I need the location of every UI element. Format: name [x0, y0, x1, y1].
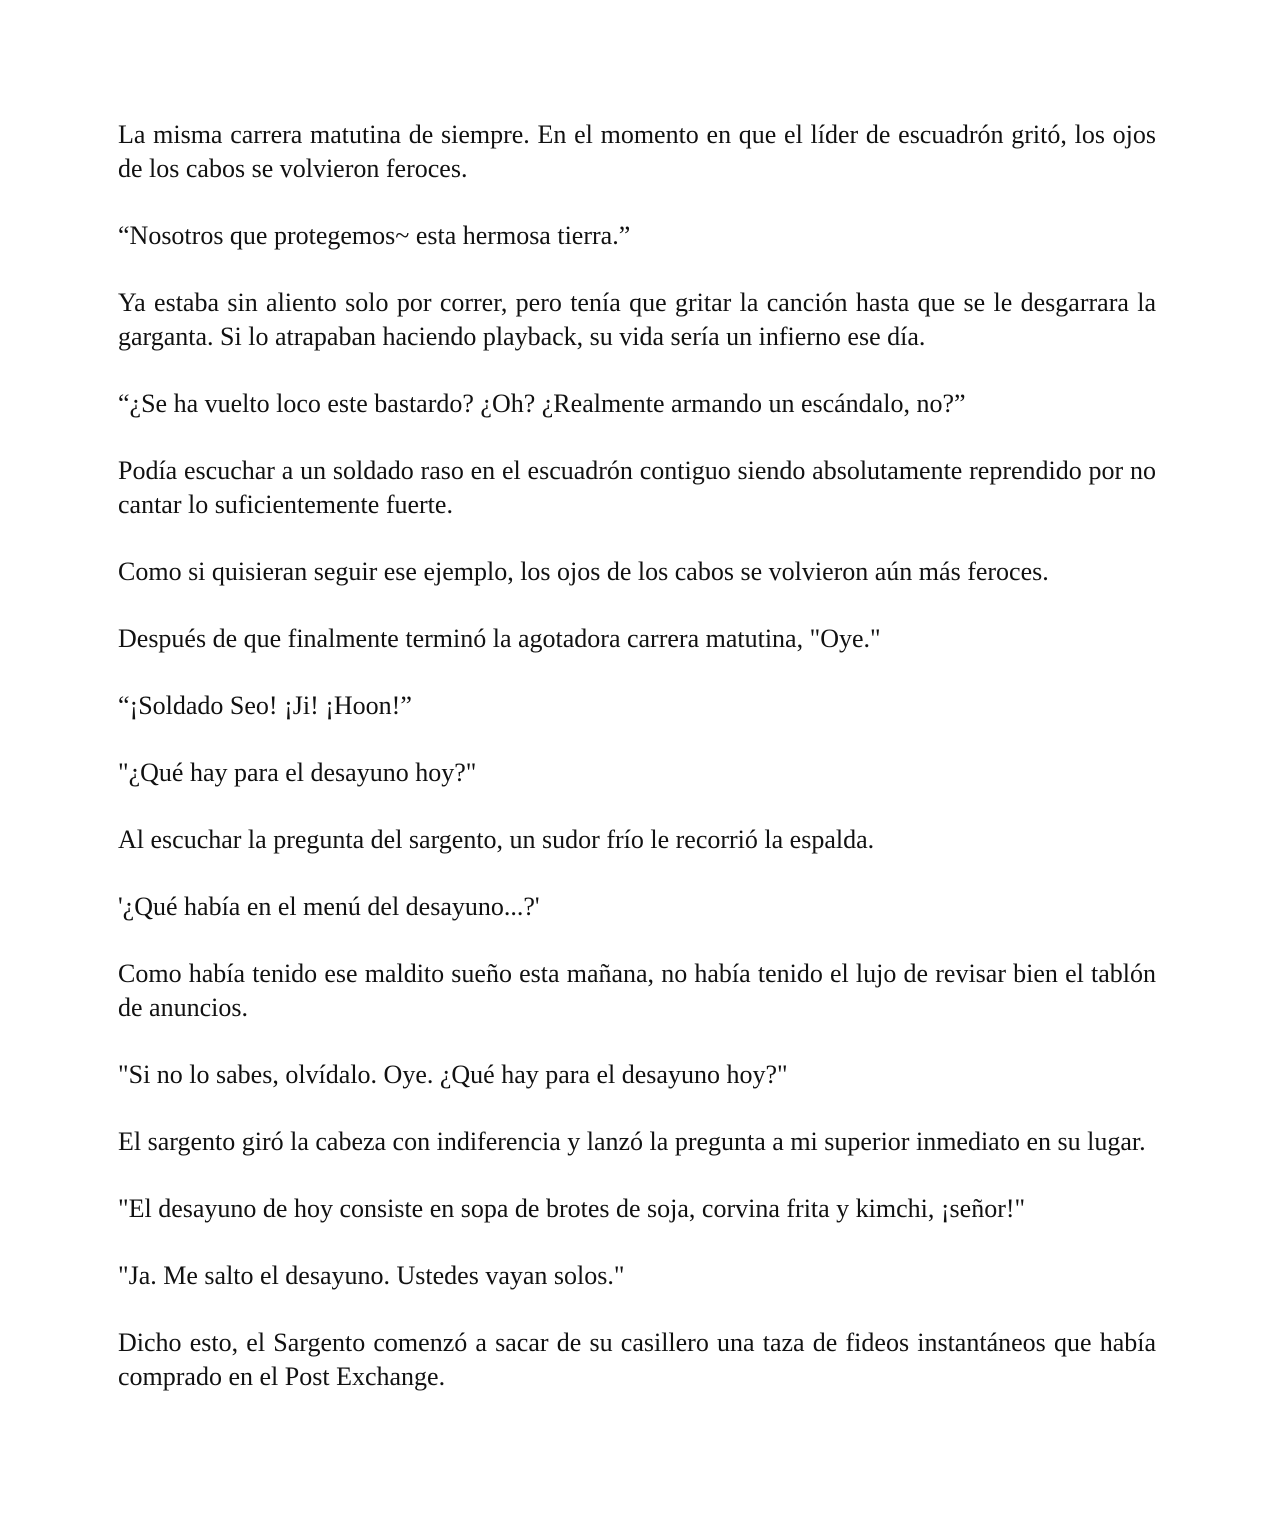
paragraph-2: “Nosotros que protegemos~ esta hermosa tierra.”	[118, 221, 631, 250]
paragraph-3: Ya estaba sin aliento solo por correr, pero tenía que gritar la canción hasta que se le desgarrara la garganta. Si lo atrapaban haciendo playback, su vida sería un infierno ese día.	[118, 288, 1156, 351]
document-page	[118, 118, 1156, 1394]
paragraph-16: "Ja. Me salto el desayuno. Ustedes vayan solos."	[118, 1261, 625, 1290]
paragraph-1: La misma carrera matutina de siempre. En el momento en que el líder de escuadrón gritó, los ojos de los cabos se volvieron feroces.	[118, 120, 1156, 183]
paragraph-4: “¿Se ha vuelto loco este bastardo? ¿Oh? ¿Realmente armando un escándalo, no?”	[118, 389, 966, 418]
paragraph-12: Como había tenido ese maldito sueño esta mañana, no había tenido el lujo de revisar bien el tablón de anuncios.	[118, 959, 1156, 1022]
paragraph-11: '¿Qué había en el menú del desayuno...?'	[118, 892, 540, 921]
paragraph-5: Podía escuchar a un soldado raso en el escuadrón contiguo siendo absolutamente reprendido por no cantar lo suficientemente fuerte.	[118, 456, 1156, 519]
paragraph-14: El sargento giró la cabeza con indiferencia y lanzó la pregunta a mi superior inmediato en su lugar.	[118, 1127, 1146, 1156]
paragraph-13: "Si no lo sabes, olvídalo. Oye. ¿Qué hay para el desayuno hoy?"	[118, 1060, 788, 1089]
paragraph-7: Después de que finalmente terminó la agotadora carrera matutina, "Oye."	[118, 624, 881, 653]
paragraph-6: Como si quisieran seguir ese ejemplo, los ojos de los cabos se volvieron aún más feroces.	[118, 557, 1049, 586]
paragraph-8: “¡Soldado Seo! ¡Ji! ¡Hoon!”	[118, 691, 412, 720]
paragraph-17: Dicho esto, el Sargento comenzó a sacar de su casillero una taza de fideos instantáneos que había comprado en el Post Exchange.	[118, 1328, 1156, 1391]
paragraph-10: Al escuchar la pregunta del sargento, un sudor frío le recorrió la espalda.	[118, 825, 875, 854]
paragraph-15: "El desayuno de hoy consiste en sopa de brotes de soja, corvina frita y kimchi, ¡señor!"	[118, 1194, 1026, 1223]
paragraph-9: "¿Qué hay para el desayuno hoy?"	[118, 758, 477, 787]
